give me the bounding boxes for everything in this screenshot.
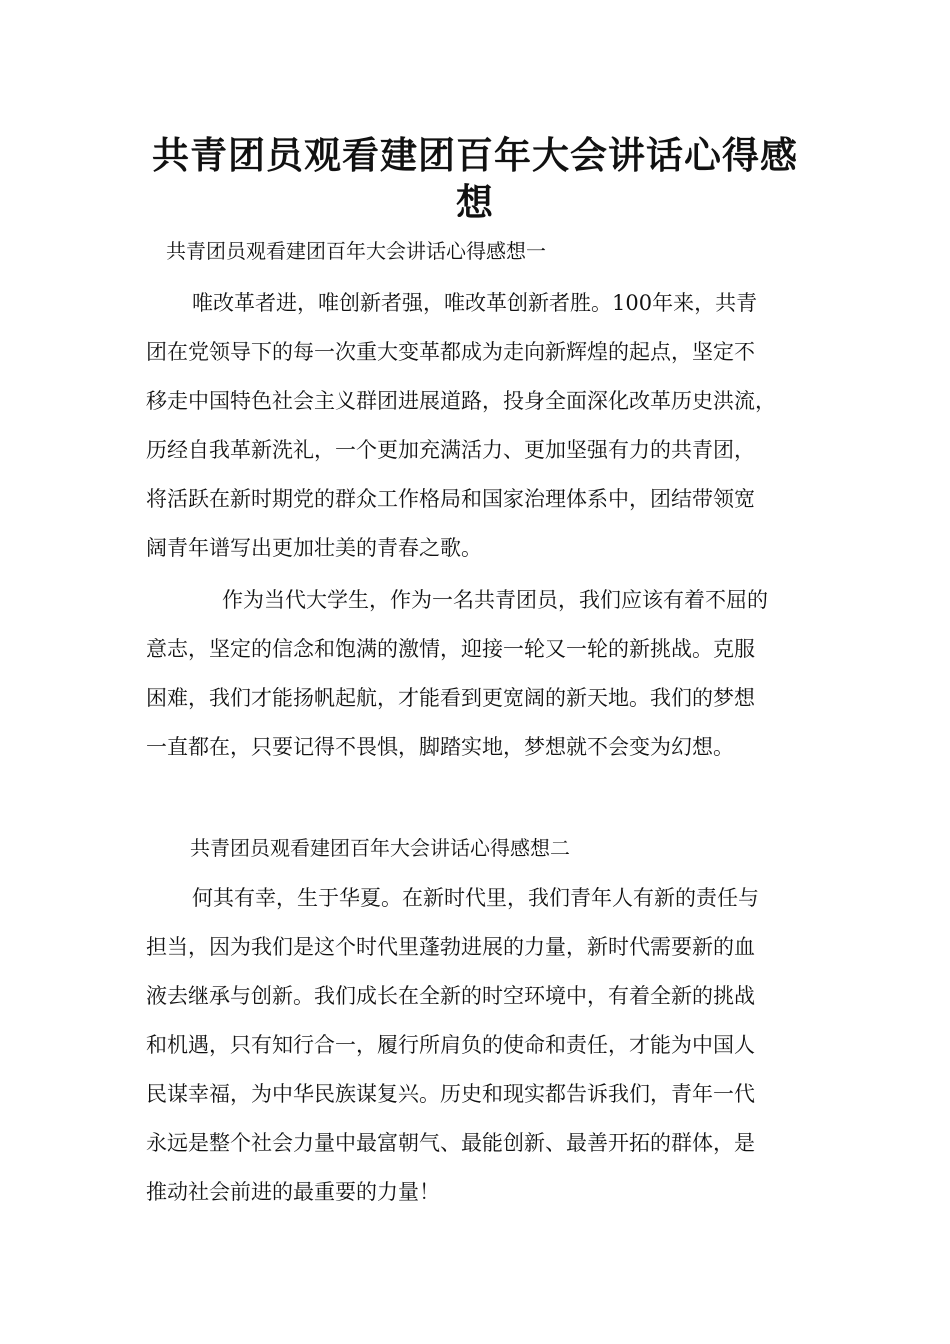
document-title-line-2: 想 <box>456 181 494 224</box>
section-2-para-1-line: 担当，因为我们是这个时代里蓬勃进展的力量，新时代需要新的血 <box>146 935 755 959</box>
section-1-para-2-line: 困难，我们才能扬帆起航，才能看到更宽阔的新天地。我们的梦想 <box>146 686 755 710</box>
section-2-para-1-line: 永远是整个社会力量中最富朝气、最能创新、最善开拓的群体，是 <box>146 1131 755 1155</box>
section-2-para-1-line: 何其有幸，生于华夏。在新时代里，我们青年人有新的责任与 <box>192 886 759 910</box>
section-1-para-1-line: 阔青年谱写出更加壮美的青春之歌。 <box>146 536 482 560</box>
document-title-line-1: 共青团员观看建团百年大会讲话心得感 <box>152 134 798 177</box>
section-1-para-1-line: 移走中国特色社会主义群团进展道路，投身全面深化改革历史洪流， <box>146 389 776 413</box>
section-1-para-1-line: 历经自我革新洗礼，一个更加充满活力、更加坚强有力的共青团， <box>146 438 755 462</box>
section-1-para-2-line: 一直都在，只要记得不畏惧，脚踏实地，梦想就不会变为幻想。 <box>146 735 734 759</box>
section-1-para-2-line: 作为当代大学生，作为一名共青团员，我们应该有着不屈的 <box>222 588 768 612</box>
section-1-heading: 共青团员观看建团百年大会讲话心得感想一 <box>166 239 546 263</box>
section-2-para-1-line: 推动社会前进的最重要的力量！ <box>146 1180 440 1204</box>
section-2-heading: 共青团员观看建团百年大会讲话心得感想二 <box>190 836 570 860</box>
section-2-para-1-line: 液去继承与创新。我们成长在全新的时空环境中，有着全新的挑战 <box>146 984 755 1008</box>
section-2-para-1-line: 民谋幸福，为中华民族谋复兴。历史和现实都告诉我们，青年一代 <box>146 1082 755 1106</box>
section-1-para-1-line: 将活跃在新时期党的群众工作格局和国家治理体系中，团结带领宽 <box>146 487 755 511</box>
section-1-para-1-line: 唯改革者进，唯创新者强，唯改革创新者胜。100年来，共青 <box>192 291 758 315</box>
section-1-para-2-line: 意志，坚定的信念和饱满的激情，迎接一轮又一轮的新挑战。克服 <box>146 637 755 661</box>
section-2-para-1-line: 和机遇，只有知行合一，履行所肩负的使命和责任，才能为中国人 <box>146 1033 755 1057</box>
section-1-para-1-line: 团在党领导下的每一次重大变革都成为走向新辉煌的起点，坚定不 <box>146 340 755 364</box>
